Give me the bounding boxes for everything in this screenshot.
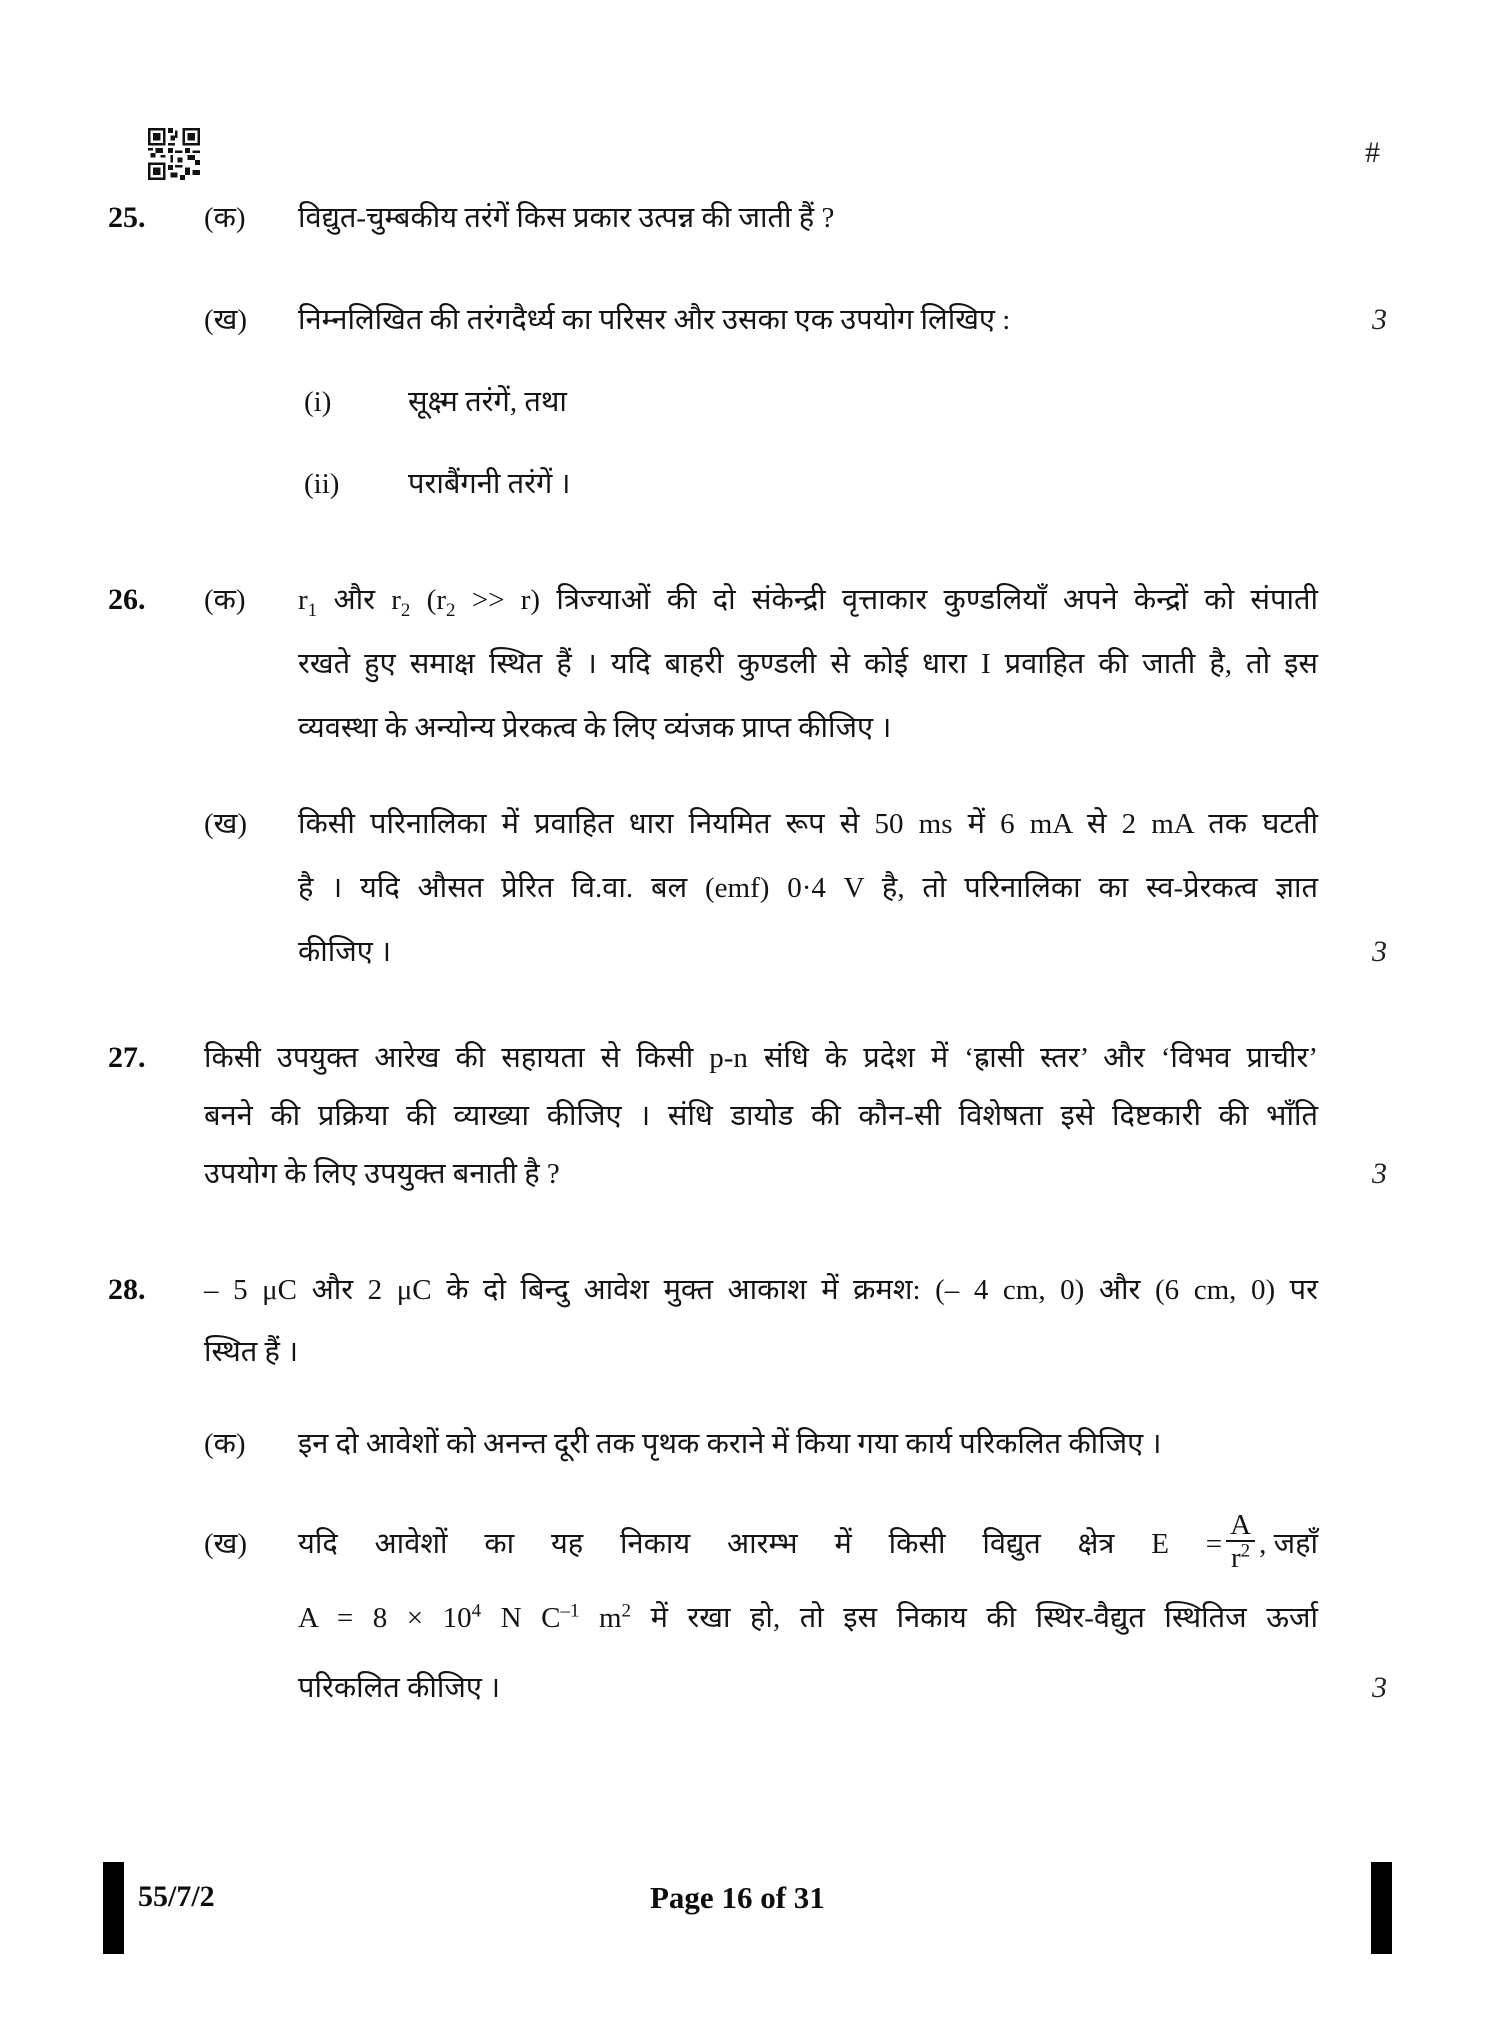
q28-part-a-label: (क) bbox=[204, 1428, 246, 1460]
q28-part-a-text: इन दो आवेशों को अनन्त दूरी तक पृथक कराने में किया गया कार्य परिकलित कीजिए । bbox=[298, 1428, 1162, 1460]
q28-intro-line-2: स्थित हैं । bbox=[204, 1336, 299, 1368]
q26-part-b-line-3: कीजिए । bbox=[298, 936, 392, 968]
q28-part-b-label: (ख) bbox=[204, 1528, 248, 1560]
q28-intro-line-1: – 5 μC और 2 μC के दो बिन्दु आवेश मुक्त आकाश में क्रमश: (– 4 cm, 0) और (6 cm, 0) पर bbox=[204, 1274, 1318, 1306]
q26-part-a-line-1: $r_1$ और $r_2$ $(r_2 >> r)$ त्रिज्याओं की दो संकेन्द्री वृत्ताकार कुण्डलियाँ अपने केन्द्रों को संपाती bbox=[298, 584, 1318, 621]
q27-line-2: बनने की प्रक्रिया की व्याख्या कीजिए । संधि डायोड की कौन-सी विशेषता इसे दिष्टकारी की भाँति bbox=[204, 1100, 1318, 1132]
q28-part-b-line-2: $A = 8 \times 10^4$ N $C^{-1}$ $m^2$ में रखा हो, तो इस निकाय की स्थिर-वैद्युत स्थितिज ऊर्जा bbox=[298, 1600, 1318, 1634]
q25-subitem-i-text: सूक्ष्म तरंगें, तथा bbox=[408, 386, 567, 418]
footer-right-bar bbox=[1371, 1862, 1392, 1954]
footer-paper-code: 55/7/2 bbox=[138, 1880, 215, 1913]
q27-marks: 3 bbox=[1372, 1157, 1387, 1190]
q25-part-a-label: (क) bbox=[204, 202, 246, 234]
q27-line-1: किसी उपयुक्त आरेख की सहायता से किसी p-n संधि के प्रदेश में ‘ह्रासी स्तर’ और ‘विभव प्राचीर’ bbox=[204, 1042, 1318, 1074]
q25-part-a-text: विद्युत-चुम्बकीय तरंगें किस प्रकार उत्पन्न की जाती हैं ? bbox=[298, 202, 835, 234]
page-hash-mark: # bbox=[1365, 136, 1380, 169]
field-equation-fraction: $\frac{A}{r^2}$ bbox=[1226, 1510, 1255, 1574]
q26-part-b-line-1: किसी परिनालिका में प्रवाहित धारा नियमित रूप से 50 ms में 6 mA से 2 mA तक घटती bbox=[298, 808, 1318, 840]
q26-marks: 3 bbox=[1372, 935, 1387, 968]
q26-part-a-line-2: रखते हुए समाक्ष स्थित हैं । यदि बाहरी कुण्डली से कोई धारा I प्रवाहित की जाती है, तो इस bbox=[298, 648, 1318, 680]
q25-marks: 3 bbox=[1372, 303, 1387, 336]
q25-part-b-text: निम्नलिखित की तरंगदैर्ध्य का परिसर और उसका एक उपयोग लिखिए : bbox=[298, 304, 1011, 336]
question-number-28: 28. bbox=[108, 1273, 146, 1306]
q26-part-a-line-3: व्यवस्था के अन्योन्य प्रेरकत्व के लिए व्यंजक प्राप्त कीजिए । bbox=[298, 712, 892, 744]
question-number-25: 25. bbox=[108, 201, 146, 234]
q26-part-a-label: (क) bbox=[204, 584, 246, 616]
q26-part-b-label: (ख) bbox=[204, 808, 248, 840]
question-number-27: 27. bbox=[108, 1041, 146, 1074]
q25-subitem-ii-label: (ii) bbox=[304, 468, 340, 500]
qr-code-icon bbox=[148, 128, 200, 180]
q27-line-3: उपयोग के लिए उपयुक्त बनाती है ? bbox=[204, 1158, 560, 1190]
q28-marks: 3 bbox=[1372, 1671, 1387, 1704]
q28-part-b-line-3: परिकलित कीजिए । bbox=[298, 1672, 501, 1704]
q25-part-b-label: (ख) bbox=[204, 304, 248, 336]
q25-subitem-ii-text: पराबैंगनी तरंगें । bbox=[408, 468, 571, 500]
footer-left-bar bbox=[103, 1862, 124, 1954]
q26-part-b-line-2: है । यदि औसत प्रेरित वि.वा. बल (emf) 0·4 V है, तो परिनालिका का स्व-प्रेरकत्व ज्ञात bbox=[298, 872, 1318, 904]
q28-part-b-line-1: यदि आवेशों का यह निकाय आरम्भ में किसी विद्युत क्षेत्र E = $\frac{A}{r^2}$ , जहाँ bbox=[298, 1509, 1318, 1574]
question-number-26: 26. bbox=[108, 583, 146, 616]
footer-page-number: Page 16 of 31 bbox=[650, 1880, 825, 1915]
q25-subitem-i-label: (i) bbox=[304, 386, 332, 418]
